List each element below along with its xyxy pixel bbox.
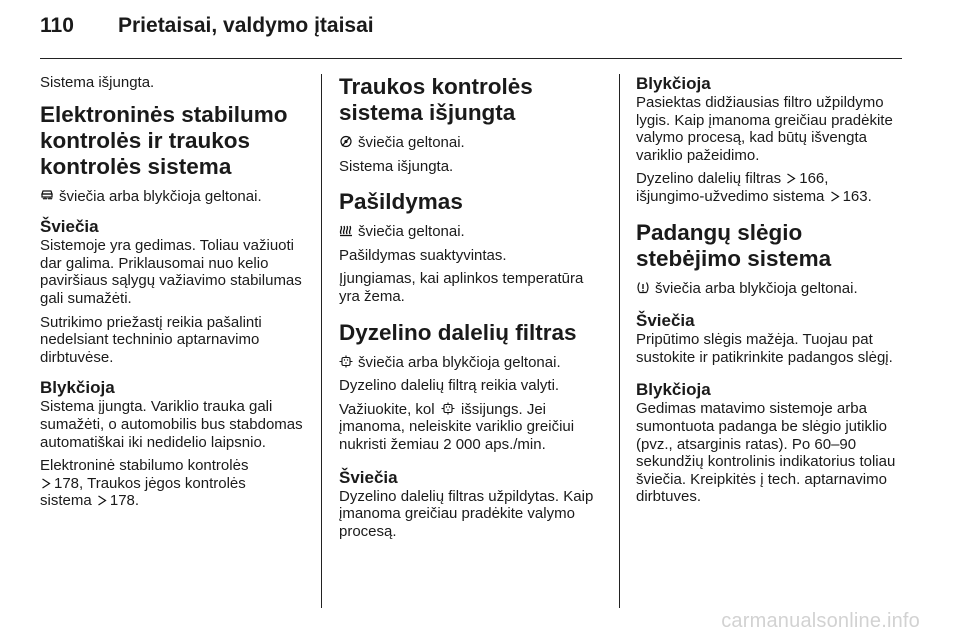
indicator-text: šviečia geltonai. (358, 134, 465, 151)
paragraph: Pašildymas suaktyvintas. (339, 246, 507, 264)
page-reference-icon (830, 191, 840, 202)
section-title-esc: Elektroninės stabilumo kontrolės ir traukos kontrolės sistema (40, 101, 288, 179)
paragraph: Dyzelino dalelių filtrą reikia valyti. (339, 377, 560, 395)
ref-text: 166, (799, 170, 829, 188)
subheading-blink: Blykčioja (636, 74, 711, 93)
skidding-car-icon (40, 189, 54, 202)
column-2 (339, 74, 607, 546)
particle-filter-icon (339, 355, 353, 368)
column-1 (40, 74, 312, 516)
page-reference-icon (41, 478, 51, 489)
cross-reference (636, 170, 911, 205)
paragraph: Sutrikimo priežastį reikia pašalinti nedelsiant techninio aptarnavimo dirbtuvėse. (40, 313, 262, 366)
ref-text: Elektroninė stabilumo kontrolės (40, 457, 249, 475)
paragraph: Pasiektas didžiausias filtro užpildymo lygis. Kaip įmanoma greičiau pradėkite valymo procesą, kad būtų išvengta variklio pažeidimo. (636, 94, 893, 164)
ref-text: 178. (109, 492, 140, 510)
traction-off-icon (339, 135, 353, 148)
ref-text: išjungimo-užvedimo sistema (636, 187, 825, 205)
paragraph: Sistema įjungta. Variklio trauka gali sumažėti, o automobilis bus stabdomas automatiškai iki nedidelio laipsnio. (40, 398, 303, 451)
paragraph-text: išsijungs. Jei įmanoma, neleiskite variklio greičiui nukristi žemiau 2 000 aps./min. (339, 400, 575, 453)
paragraph-text: Važiuokite, kol (339, 400, 435, 418)
page-header (40, 14, 374, 44)
cross-reference (40, 457, 312, 510)
tire-pressure-icon (636, 281, 650, 294)
indicator-text: šviečia arba blykčioja geltonai. (358, 353, 561, 371)
watermark: carmanualsonline.info (721, 610, 920, 632)
indicator-line (40, 188, 312, 206)
subheading-lit: Šviečia (339, 467, 398, 487)
indicator-line (636, 280, 911, 298)
section-title-dpf: Dyzelino dalelių filtras (339, 319, 577, 345)
glow-plug-icon (339, 224, 353, 237)
subheading-blink: Blykčioja (636, 380, 711, 400)
subheading-lit: Šviečia (40, 217, 99, 237)
paragraph: Dyzelino dalelių filtras užpildytas. Kaip įmanoma greičiau pradėkite valymo procesą. (339, 487, 594, 540)
page-reference-icon (97, 495, 107, 506)
indicator-text: šviečia arba blykčioja geltonai. (59, 187, 262, 205)
indicator-text: šviečia arba blykčioja geltonai. (655, 279, 858, 297)
chapter-title: Prietaisai, valdymo įtaisai (118, 14, 374, 37)
paragraph: Sistemoje yra gedimas. Toliau važiuoti dar galima. Priklausomai nuo kelio paviršiaus sąlygų važiavimo stabilumas gali sumažėti. (40, 237, 302, 307)
section-title-preheat: Pašildymas (339, 189, 463, 215)
paragraph: Gedimas matavimo sistemoje arba sumontuota padanga be slėgio jutiklio (pvz., atsarginis ratas). Po 60–90 sekundžių kontrolinis indikatorius toliau šviečia. Kreipkitės į tech. aptarnavimo dirbtuves. (636, 400, 896, 506)
paragraph: Pripūtimo slėgis mažėja. Tuojau pat sustokite ir patikrinkite padangos slėgį. (636, 331, 893, 366)
section-title-traction-off: Traukos kontrolės sistema išjungta (339, 74, 533, 125)
page-reference-icon (786, 173, 796, 184)
ref-text: sistema (40, 492, 92, 510)
ref-text: 178, Traukos jėgos kontrolės (54, 474, 246, 492)
page-number: 110 (40, 14, 74, 37)
indicator-text: šviečia geltonai. (358, 223, 465, 241)
ref-text: 163. (842, 187, 872, 205)
paragraph (339, 401, 607, 454)
indicator-line (339, 134, 607, 152)
column-3 (636, 74, 911, 512)
subheading-lit: Šviečia (636, 311, 695, 331)
subheading-blink: Blykčioja (40, 378, 115, 398)
ref-text: Dyzelino dalelių filtras (636, 170, 782, 188)
paragraph: Sistema išjungta. (40, 74, 155, 91)
paragraph: Įjungiamas, kai aplinkos temperatūra yra žema. (339, 270, 584, 305)
indicator-line (339, 223, 607, 241)
paragraph: Sistema išjungta. (339, 157, 454, 175)
header-divider (40, 58, 902, 59)
section-title-tpms: Padangų slėgio stebėjimo sistema (636, 219, 832, 271)
indicator-line (339, 354, 607, 372)
column-divider (321, 74, 322, 608)
particle-filter-icon (441, 402, 455, 415)
column-divider (619, 74, 620, 608)
